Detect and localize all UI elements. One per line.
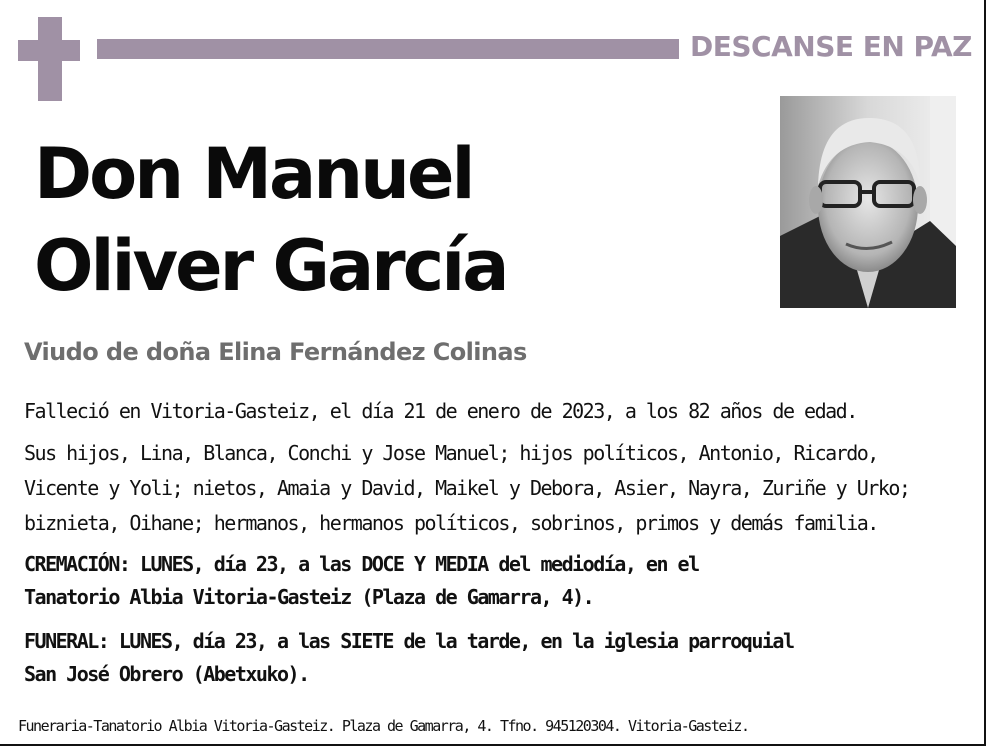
cremation-line: CREMACIÓN: LUNES, día 23, a las DOCE Y MEDIA del mediodía, en el: [24, 552, 699, 576]
funeral-line: FUNERAL: LUNES, día 23, a las SIETE de la tarde, en la iglesia parroquial: [24, 629, 794, 653]
deceased-name: [34, 128, 734, 312]
widow-of-line: Viudo de doña Elina Fernández Colinas: [24, 338, 527, 366]
cremation-paragraph: [24, 548, 974, 614]
header-bar: [97, 39, 679, 59]
family-line: biznieta, Oihane; hermanos, hermanos políticos, sobrinos, primos y demás familia.: [24, 511, 878, 535]
portrait-image: [780, 96, 956, 308]
funeral-line: San José Obrero (Abetxuko).: [24, 662, 309, 686]
death-notice: Falleció en Vitoria-Gasteiz, el día 21 de enero de 2023, a los 82 años de edad.: [24, 399, 857, 423]
funeral-home-footer: Funeraria-Tanatorio Albia Vitoria-Gasteiz. Plaza de Gamarra, 4. Tfno. 945120304. Vitoria-Gasteiz.: [18, 717, 749, 735]
rest-in-peace-label: DESCANSE EN PAZ: [690, 30, 972, 63]
family-paragraph: [24, 436, 974, 541]
portrait-photo: [780, 96, 956, 308]
cremation-line: Tanatorio Albia Vitoria-Gasteiz (Plaza de Gamarra, 4).: [24, 585, 594, 609]
family-line: Sus hijos, Lina, Blanca, Conchi y Jose Manuel; hijos políticos, Antonio, Ricardo,: [24, 441, 878, 465]
cross-icon-arm: [18, 40, 80, 61]
family-line: Vicente y Yoli; nietos, Amaia y David, Maikel y Debora, Asier, Nayra, Zuriñe y Urko;: [24, 476, 910, 500]
name-line-1: Don Manuel: [34, 133, 473, 215]
name-line-2: Oliver García: [34, 225, 507, 307]
funeral-paragraph: [24, 625, 974, 691]
